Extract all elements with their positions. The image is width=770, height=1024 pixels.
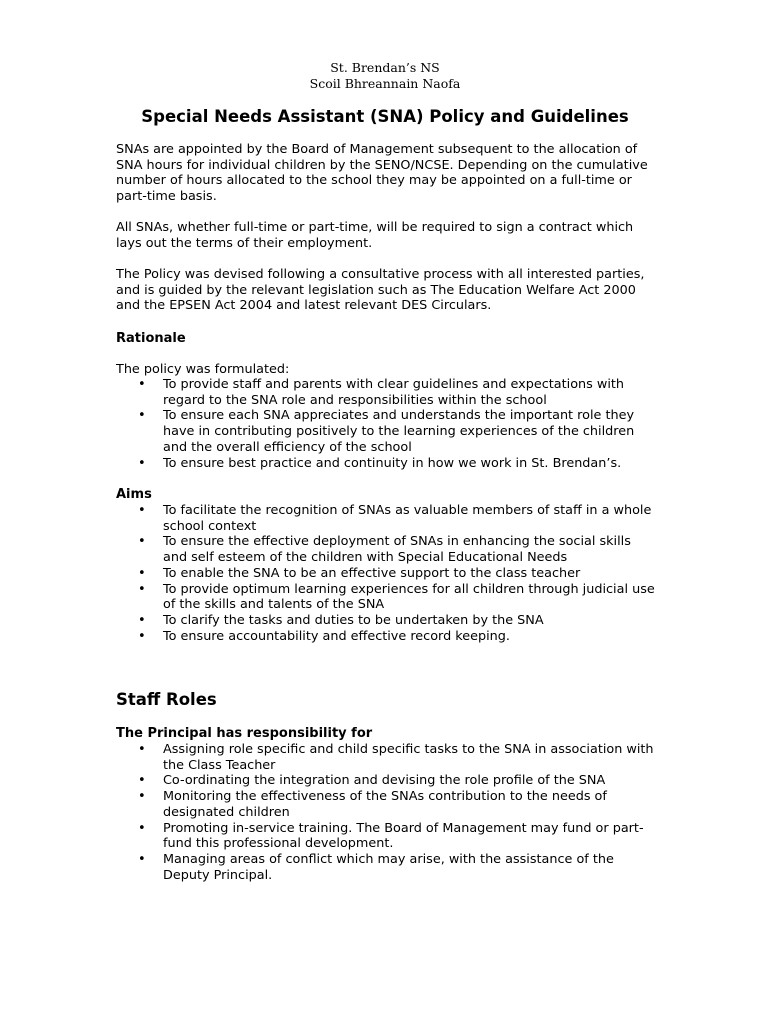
principal-list: [116, 742, 656, 883]
list-item: • Monitoring the effectiveness of the SNAs contribution to the needs of designated children: [116, 789, 656, 820]
list-item: • Co-ordinating the integration and devising the role profile of the SNA: [116, 773, 656, 789]
list-item: • Promoting in-service training. The Board of Management may fund or part-fund this professional development.: [116, 821, 656, 852]
list-item: • To ensure each SNA appreciates and understands the important role they have in contributing positively to the learning experiences of the children and the overall efficiency of the school: [116, 408, 656, 455]
list-item: • To provide optimum learning experiences for all children through judicial use of the skills and talents of the SNA: [116, 582, 656, 613]
school-name: St. Brendan’s NS: [330, 60, 440, 75]
staff-roles-heading: Staff Roles: [116, 690, 217, 709]
list-item: • Assigning role specific and child specific tasks to the SNA in association with the Class Teacher: [116, 742, 656, 773]
rationale-heading: Rationale: [116, 331, 186, 346]
rationale-list: [116, 377, 656, 471]
aims-list: [116, 503, 656, 644]
list-item: • Managing areas of conflict which may arise, with the assistance of the Deputy Principal.: [116, 852, 656, 883]
intro-paragraph-2: All SNAs, whether full-time or part-time, will be required to sign a contract which lays out the terms of their employment.: [116, 220, 634, 251]
principal-heading: The Principal has responsibility for: [116, 726, 373, 741]
list-item: • To ensure the effective deployment of SNAs in enhancing the social skills and self esteem of the children with Special Educational Needs: [116, 534, 656, 565]
rationale-lead: The policy was formulated:: [116, 362, 290, 377]
list-item: • To facilitate the recognition of SNAs as valuable members of staff in a whole school context: [116, 503, 656, 534]
list-item: • To enable the SNA to be an effective support to the class teacher: [116, 566, 656, 582]
intro-paragraph-3: The Policy was devised following a consultative process with all interested parties, and is guided by the relevant legislation such as The Education Welfare Act 2000 and the EPSEN Act 2004 and latest relevant DES Circulars.: [116, 267, 645, 314]
aims-heading: Aims: [116, 487, 152, 502]
list-item: • To ensure best practice and continuity in how we work in St. Brendan’s.: [116, 456, 656, 472]
intro-paragraph-1: SNAs are appointed by the Board of Management subsequent to the allocation of SNA hours for individual children by the SENO/NCSE. Depending on the cumulative number of hours allocated to the school they may be appointed on a full-time or part-time basis.: [116, 142, 648, 205]
list-item: • To clarify the tasks and duties to be undertaken by the SNA: [116, 613, 656, 629]
list-item: • To provide staff and parents with clear guidelines and expectations with regard to the SNA role and responsibilities within the school: [116, 377, 656, 408]
school-name-irish: Scoil Bhreannain Naofa: [309, 76, 461, 91]
document-title: Special Needs Assistant (SNA) Policy and Guidelines: [141, 107, 629, 126]
list-item: • To ensure accountability and effective record keeping.: [116, 629, 656, 645]
